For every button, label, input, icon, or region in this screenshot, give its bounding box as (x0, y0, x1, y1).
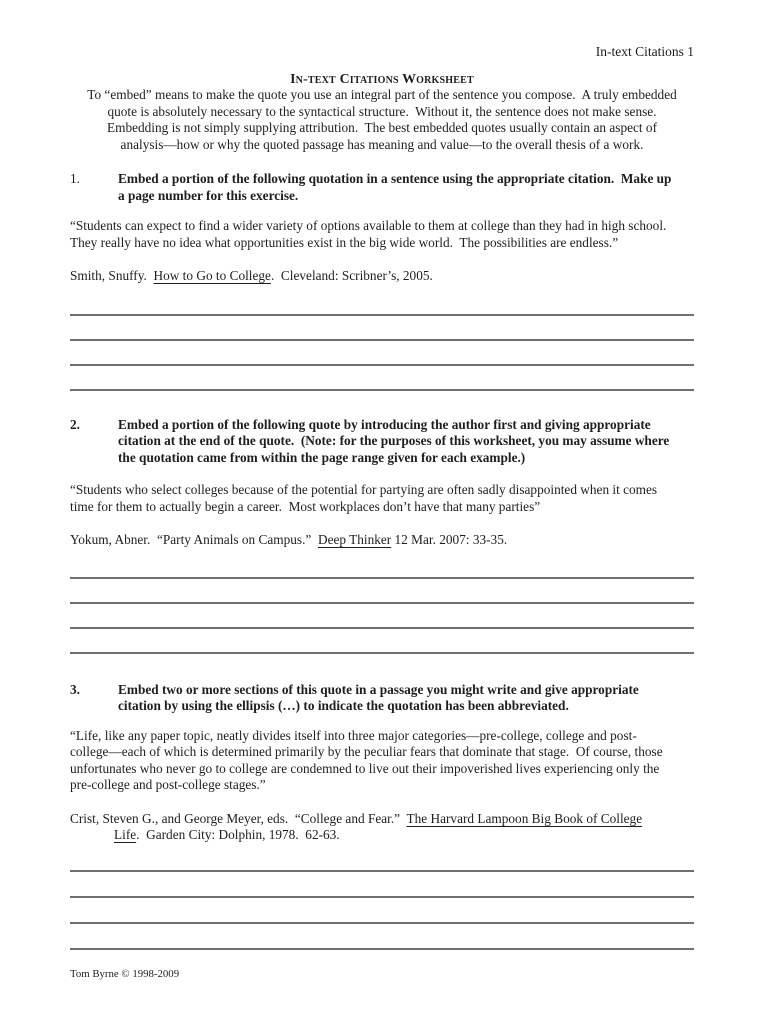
question-3-prompt (118, 682, 639, 715)
answer-line (70, 554, 694, 579)
quote-line: “Students who select colleges because of the potential for partying are often sadly disappointed when it comes (70, 482, 658, 497)
copyright-footer: Tom Byrne © 1998-2009 (70, 967, 180, 980)
answer-line (70, 629, 694, 654)
answer-line (70, 291, 694, 316)
section-2 (70, 417, 694, 654)
prompt-line: the quotation came from within the page range given for each example.) (118, 449, 526, 465)
prompt-line: Embed two or more sections of this quote in a passage you might write and give appropriate (118, 681, 639, 697)
citation-text: . Garden City: Dolphin, 1978. 62-63. (136, 827, 340, 842)
prompt-line: citation by using the ellipsis (…) to indicate the quotation has been abbreviated. (118, 698, 569, 713)
citation-underlined-title: Deep Thinker (317, 532, 392, 547)
prompt-line: Embed a portion of the following quotation in a sentence using the appropriate citation. Make up (118, 171, 672, 186)
intro-line: To “embed” means to make the quote you use an integral part of the sentence you compose. A truly embedded (87, 87, 677, 102)
answer-line (70, 316, 694, 341)
citation-text: . Cleveland: Scribner’s, 2005. (270, 268, 433, 283)
answer-line (70, 604, 694, 629)
question-2-citation (70, 532, 694, 549)
quote-line: pre-college and post-college stages.” (70, 777, 266, 792)
citation-text: Crist, Steven G., and George Meyer, eds. “College and Fear.” (70, 810, 407, 826)
citation-line (114, 827, 694, 844)
intro-line: analysis—how or why the quoted passage has meaning and value—to the overall thesis of a work. (120, 136, 644, 152)
answer-line (70, 898, 694, 924)
quote-line: time for them to actually begin a career. Most workplaces don’t have that many parties” (70, 498, 541, 514)
prompt-line: a page number for this exercise. (118, 187, 299, 203)
answer-line (70, 924, 694, 950)
question-1-number: 1. (70, 171, 80, 186)
question-1-quote (70, 218, 694, 251)
citation-line (70, 811, 694, 828)
question-3-answer-lines (70, 846, 694, 950)
quote-line: unfortunates who never go to college are condemned to live out their impoverished lives experiencing only the (70, 760, 660, 776)
answer-line (70, 366, 694, 391)
section-1 (70, 171, 694, 391)
intro-line: Embedding is not simply supplying attribution. The best embedded quotes usually contain an aspect of (106, 120, 657, 135)
citation-text: Yokum, Abner. “Party Animals on Campus.” (70, 532, 318, 547)
question-1-prompt (118, 171, 671, 204)
answer-line (70, 579, 694, 604)
page-title: In-text Citations Worksheet (290, 70, 474, 86)
question-1 (70, 171, 694, 204)
question-3-number: 3. (70, 681, 80, 697)
quote-line: “Life, like any paper topic, neatly divides itself into three major categories—pre-college, college and post- (70, 727, 637, 743)
question-3-citation (70, 811, 694, 844)
citation-text: Smith, Snuffy. (70, 268, 154, 283)
citation-underlined-title: Life (114, 827, 137, 842)
section-3 (70, 682, 694, 950)
citation-underlined-title: The Harvard Lampoon Big Book of College (406, 810, 643, 826)
answer-line (70, 846, 694, 872)
question-2-answer-lines (70, 554, 694, 654)
prompt-line: citation at the end of the quote. (Note: for the purposes of this worksheet, you may assume where (118, 433, 670, 448)
citation-line (70, 268, 694, 285)
question-2 (70, 417, 694, 467)
quote-line: “Students can expect to find a wider variety of options available to them at college than they had in high school. (70, 218, 667, 233)
answer-line (70, 872, 694, 898)
question-2-number: 2. (70, 416, 80, 432)
question-1-answer-lines (70, 291, 694, 391)
quote-line: They really have no idea what opportunities exist in the big wide world. The possibilities are endless.” (70, 234, 619, 250)
question-3-quote (70, 728, 694, 794)
citation-underlined-title: How to Go to College (153, 268, 271, 283)
answer-line (70, 341, 694, 366)
citation-line (70, 532, 694, 549)
intro-line: quote is absolutely necessary to the syntactical structure. Without it, the sentence does not make sense. (107, 103, 657, 119)
prompt-line: Embed a portion of the following quote by introducing the author first and giving appropriate (118, 416, 651, 432)
quote-line: college—each of which is determined primarily by the peculiar fears that dominate that stage. Of course, those (70, 744, 663, 759)
question-2-prompt (118, 417, 669, 467)
page-header-citation-number: In-text Citations 1 (595, 44, 694, 59)
question-3 (70, 682, 694, 715)
question-1-citation (70, 268, 694, 285)
question-2-quote (70, 482, 694, 515)
citation-text: 12 Mar. 2007: 33-35. (391, 532, 508, 547)
intro-paragraph (70, 87, 694, 153)
